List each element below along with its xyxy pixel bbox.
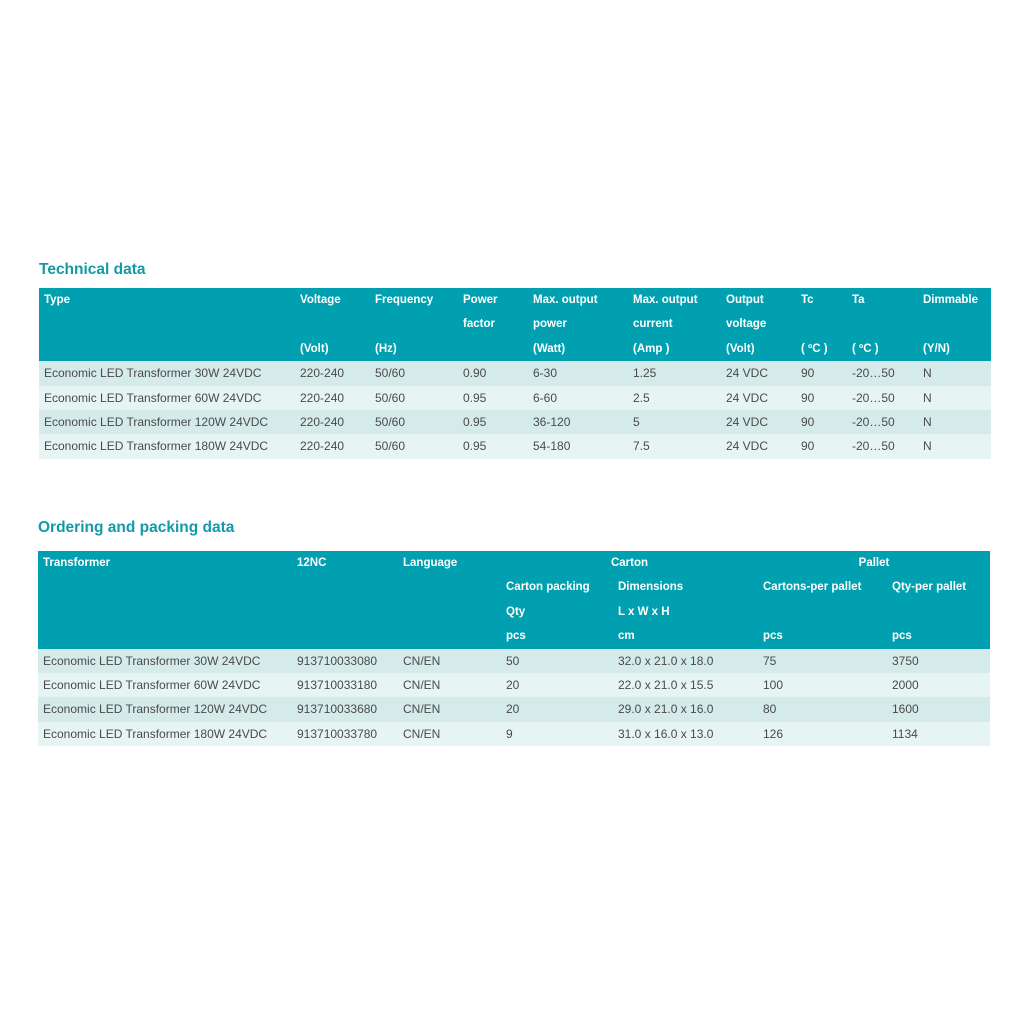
column-header: Power [458, 288, 528, 312]
table-cell: 50 [501, 649, 613, 673]
column-header: cm [613, 624, 758, 648]
column-header [292, 600, 398, 624]
table-cell: 913710033180 [292, 673, 398, 697]
table-header-row [39, 312, 991, 336]
table-cell: 22.0 x 21.0 x 15.5 [613, 673, 758, 697]
column-header [292, 575, 398, 599]
table-cell: Economic LED Transformer 120W 24VDC [38, 697, 292, 721]
table-cell: 3750 [887, 649, 990, 673]
table-cell: 50/60 [370, 434, 458, 458]
column-header: (Amp ) [628, 337, 721, 361]
table-header-row [38, 575, 990, 599]
column-header: L x W x H [613, 600, 758, 624]
ordering-data-title: Ordering and packing data [38, 519, 235, 536]
table-header-row [38, 624, 990, 648]
table-cell: CN/EN [398, 649, 501, 673]
table-cell: CN/EN [398, 722, 501, 746]
table-cell: -20…50 [847, 434, 918, 458]
table-cell: Economic LED Transformer 60W 24VDC [39, 386, 295, 410]
table-cell: 9 [501, 722, 613, 746]
column-header: Type [39, 288, 295, 312]
column-header: (Volt) [721, 337, 796, 361]
column-header: Max. output [628, 288, 721, 312]
table-cell: 20 [501, 673, 613, 697]
column-header: (Watt) [528, 337, 628, 361]
column-header [847, 312, 918, 336]
column-header: Ta [847, 288, 918, 312]
table-cell: 32.0 x 21.0 x 18.0 [613, 649, 758, 673]
column-header: Tc [796, 288, 847, 312]
table-cell: 24 VDC [721, 386, 796, 410]
table-cell: CN/EN [398, 673, 501, 697]
column-header [398, 575, 501, 599]
table-cell: 90 [796, 361, 847, 385]
column-header-12nc: 12NC [292, 551, 398, 575]
table-cell: 913710033680 [292, 697, 398, 721]
table-cell: 100 [758, 673, 887, 697]
column-header [38, 600, 292, 624]
column-header: Qty [501, 600, 613, 624]
table-cell: 7.5 [628, 434, 721, 458]
table-cell: 220-240 [295, 386, 370, 410]
table-cell: 220-240 [295, 434, 370, 458]
table-cell: 2000 [887, 673, 990, 697]
table-cell: Economic LED Transformer 120W 24VDC [39, 410, 295, 434]
table-cell: 1600 [887, 697, 990, 721]
ordering-data-table [38, 551, 990, 746]
column-header [758, 600, 887, 624]
table-cell: 0.90 [458, 361, 528, 385]
column-header [887, 600, 990, 624]
table-cell: 913710033780 [292, 722, 398, 746]
column-header [796, 312, 847, 336]
table-cell: CN/EN [398, 697, 501, 721]
column-header: Dimmable [918, 288, 991, 312]
column-header [918, 312, 991, 336]
table-cell: 220-240 [295, 410, 370, 434]
table-cell: -20…50 [847, 386, 918, 410]
column-header: Qty-per pallet [887, 575, 990, 599]
column-header [38, 624, 292, 648]
table-cell: 54-180 [528, 434, 628, 458]
column-header [370, 312, 458, 336]
column-group-carton: Carton [501, 551, 758, 575]
table-cell: Economic LED Transformer 30W 24VDC [39, 361, 295, 385]
column-header: ( ºC ) [796, 337, 847, 361]
table-cell: 6-30 [528, 361, 628, 385]
column-header [292, 624, 398, 648]
table-cell: 24 VDC [721, 361, 796, 385]
table-cell: 50/60 [370, 361, 458, 385]
column-header: pcs [887, 624, 990, 648]
table-cell: 50/60 [370, 386, 458, 410]
column-header: Output [721, 288, 796, 312]
column-header [295, 312, 370, 336]
table-cell: 29.0 x 21.0 x 16.0 [613, 697, 758, 721]
table-cell: 80 [758, 697, 887, 721]
column-header: pcs [501, 624, 613, 648]
table-cell: N [918, 434, 991, 458]
table-cell: 36-120 [528, 410, 628, 434]
table-cell: 31.0 x 16.0 x 13.0 [613, 722, 758, 746]
table-row [38, 649, 990, 673]
column-header-transformer: Transformer [38, 551, 292, 575]
column-header: Frequency [370, 288, 458, 312]
table-row [38, 722, 990, 746]
table-cell: 220-240 [295, 361, 370, 385]
table-cell: Economic LED Transformer 180W 24VDC [38, 722, 292, 746]
table-header-row [39, 288, 991, 312]
column-header: power [528, 312, 628, 336]
column-header: (Volt) [295, 337, 370, 361]
table-cell: 75 [758, 649, 887, 673]
table-cell: 50/60 [370, 410, 458, 434]
table-row [39, 361, 991, 385]
table-cell: 913710033080 [292, 649, 398, 673]
column-header: ( ºC ) [847, 337, 918, 361]
table-cell: 90 [796, 410, 847, 434]
technical-data-table [39, 288, 991, 459]
column-header: Carton packing [501, 575, 613, 599]
column-group-pallet: Pallet [758, 551, 990, 575]
column-header: Dimensions [613, 575, 758, 599]
table-cell: 0.95 [458, 434, 528, 458]
column-header: Voltage [295, 288, 370, 312]
table-cell: 0.95 [458, 386, 528, 410]
table-cell: Economic LED Transformer 30W 24VDC [38, 649, 292, 673]
column-header [39, 337, 295, 361]
column-header: (Y/N) [918, 337, 991, 361]
table-cell: 1134 [887, 722, 990, 746]
technical-data-title: Technical data [39, 261, 146, 278]
column-header: current [628, 312, 721, 336]
column-header: (Hz) [370, 337, 458, 361]
table-cell: -20…50 [847, 410, 918, 434]
table-row [38, 697, 990, 721]
table-header-row [38, 551, 990, 575]
table-header-row [38, 600, 990, 624]
column-header: Cartons-per pallet [758, 575, 887, 599]
table-row [39, 434, 991, 458]
column-header: pcs [758, 624, 887, 648]
table-cell: N [918, 386, 991, 410]
table-row [38, 673, 990, 697]
column-header: voltage [721, 312, 796, 336]
table-cell: 1.25 [628, 361, 721, 385]
table-cell: Economic LED Transformer 180W 24VDC [39, 434, 295, 458]
column-header [458, 337, 528, 361]
table-row [39, 386, 991, 410]
table-cell: 90 [796, 386, 847, 410]
table-cell: 5 [628, 410, 721, 434]
table-cell: 2.5 [628, 386, 721, 410]
table-cell: N [918, 361, 991, 385]
table-cell: N [918, 410, 991, 434]
table-cell: 90 [796, 434, 847, 458]
column-header: factor [458, 312, 528, 336]
column-header [38, 575, 292, 599]
table-row [39, 410, 991, 434]
table-cell: 24 VDC [721, 410, 796, 434]
column-header-language: Language [398, 551, 501, 575]
table-cell: -20…50 [847, 361, 918, 385]
table-cell: 6-60 [528, 386, 628, 410]
table-cell: 20 [501, 697, 613, 721]
column-header [398, 600, 501, 624]
table-cell: 0.95 [458, 410, 528, 434]
column-header [39, 312, 295, 336]
column-header [398, 624, 501, 648]
table-cell: 24 VDC [721, 434, 796, 458]
table-header-row [39, 337, 991, 361]
table-cell: Economic LED Transformer 60W 24VDC [38, 673, 292, 697]
table-cell: 126 [758, 722, 887, 746]
column-header: Max. output [528, 288, 628, 312]
